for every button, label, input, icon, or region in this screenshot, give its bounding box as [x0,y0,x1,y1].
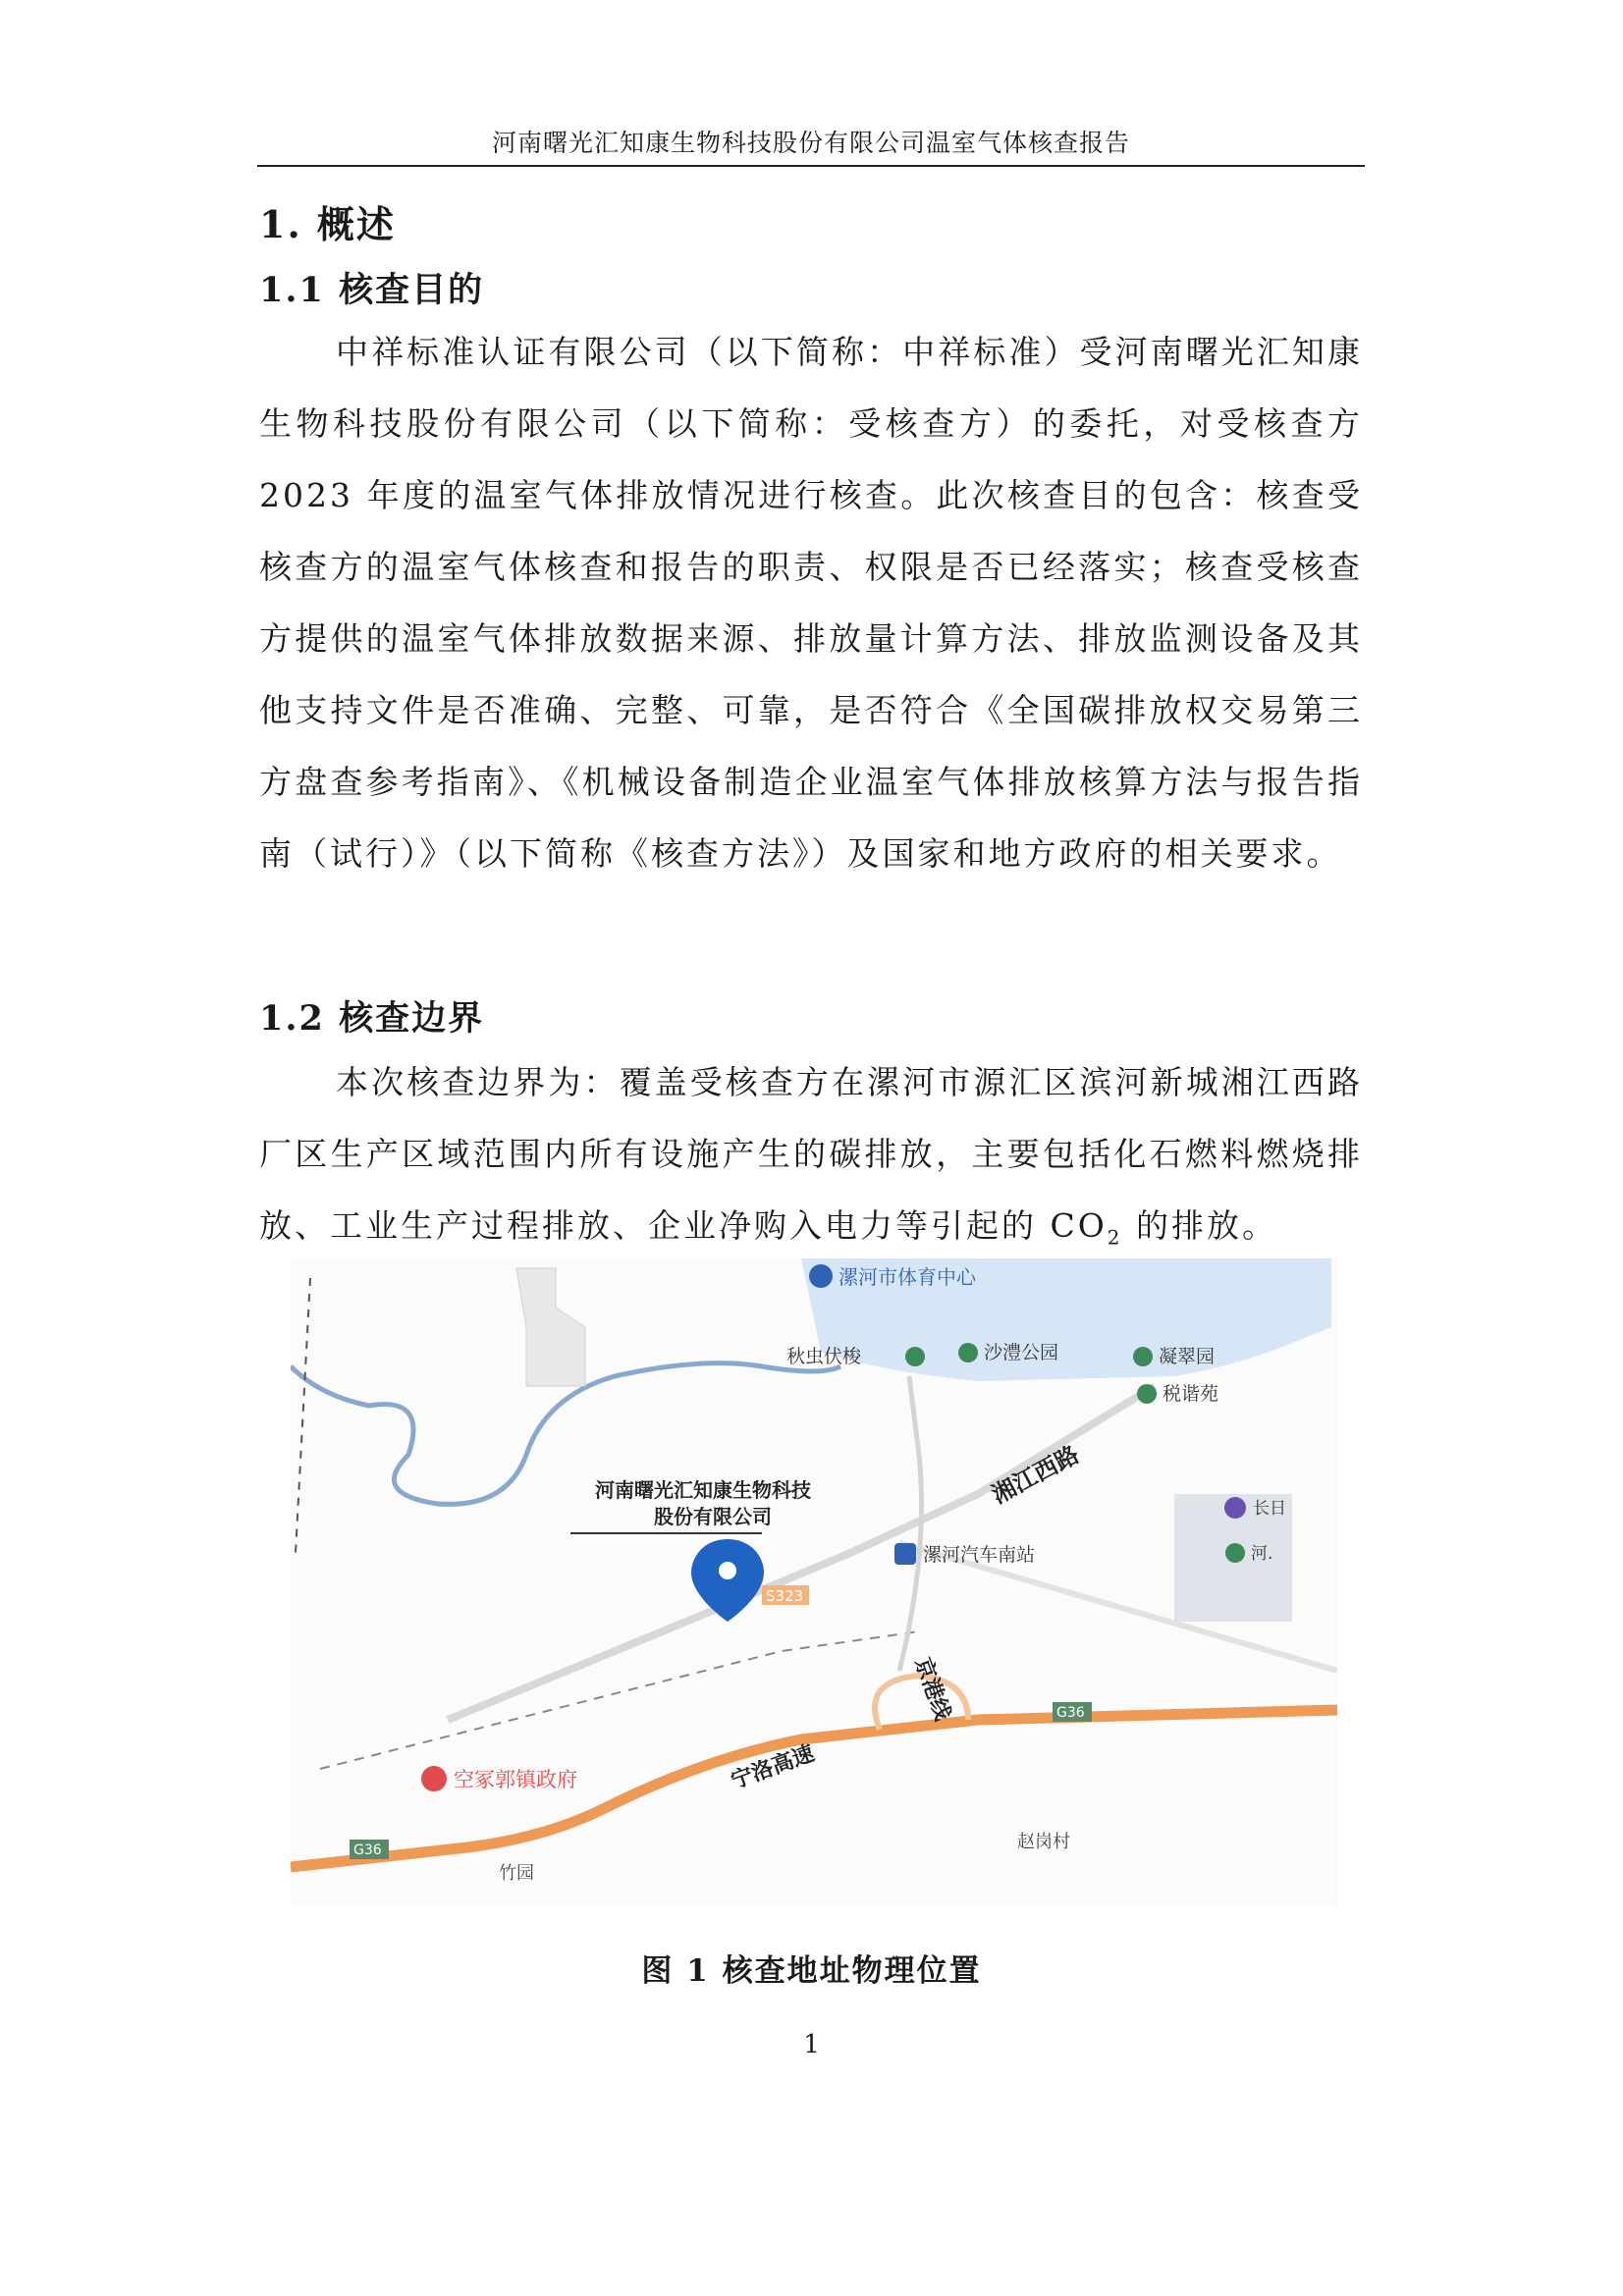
mall-icon [1224,1497,1246,1519]
park-icon-5 [1225,1543,1245,1563]
map-label-sports-center: 漯河市体育中心 [839,1265,976,1289]
purpose-paragraph: 中祥标准认证有限公司（以下简称：中祥标准）受河南曙光汇知康生物科技股份有限公司（以下简称：受核查方）的委托，对受核查方 2023 年度的温室气体排放情况进行核查。此次核查目的包含：核查受核查方的温室气体核查和报告的职责、权限是否已经落实；核查受核查方提供的温室气体排放数据来源、排放量计算方法、排放监测设备及其他支持文件是否准确、完整、可靠，是否符合《全国碳排放权交易第三方盘查参考指南》、《机械设备制造企业温室气体排放核算方法与报告指南（试行）》（以下简称《核查方法》）及国家和地方政府的相关要求。 [259,333,1363,873]
park-icon-3 [1133,1347,1153,1366]
gov-icon [421,1766,447,1791]
map-label-company-2: 股份有限公司 [654,1505,772,1528]
boundary-text: 本次核查边界为：覆盖受核查方在漯河市源汇区滨河新城湘江西路厂区生产区域范围内所有设施产生的碳排放，主要包括化石燃料燃烧排放、工业生产过程排放、企业净购入电力等引起的 CO [259,1063,1363,1245]
map-label-g36-right: G36 [1056,1705,1085,1721]
sports-center-icon [809,1264,833,1288]
map-label-he: 河. [1251,1544,1273,1564]
park-icon-4 [1137,1384,1157,1404]
map-label-company-1: 河南曙光汇知康生物科技 [595,1478,811,1502]
map-label-jinggang: 京港线 [909,1654,955,1725]
section-title-boundary: 1.2 核查边界 [259,998,485,1039]
section-title-purpose: 1.1 核查目的 [259,270,485,310]
map-label-chang: 长日 [1253,1499,1286,1519]
map-label-zhuyuan: 竹园 [499,1863,534,1884]
section-title-overview: 1. 概述 [259,202,396,246]
co2-subscript: 2 [1107,1225,1123,1250]
boundary-tail: 的排放。 [1122,1206,1278,1245]
page-header: 河南曙光汇知康生物科技股份有限公司温室气体核查报告 [257,124,1365,167]
map-label-shali-park: 沙澧公园 [984,1342,1059,1363]
bus-station-icon [894,1543,916,1565]
map-label-zhaogang: 赵岗村 [1017,1832,1070,1852]
map-label-xiangjiang: 湘江西路 [987,1440,1084,1510]
pin-center [719,1562,736,1579]
map-label-s323: S323 [766,1587,804,1605]
map-label-ningcui: 凝翠园 [1159,1346,1216,1367]
boundary-paragraph [259,1046,1363,1274]
map-label-bus-station: 漯河汽车南站 [923,1544,1036,1566]
map-label-kongjiaguo: 空冢郭镇政府 [454,1768,577,1791]
figure-caption: 图 1 核查地址物理位置 [641,1953,982,1989]
park-icon-1 [905,1347,925,1366]
park-icon-2 [958,1343,978,1362]
map-label-shuixie: 税谐苑 [1163,1383,1219,1405]
map-label-ningluo: 宁洛高速 [728,1741,818,1794]
location-map [291,1258,1337,1906]
map-label-g36-left: G36 [353,1842,382,1858]
page-number: 1 [803,2030,820,2059]
map-label-qiuchong: 秋虫伏梭 [786,1346,862,1367]
